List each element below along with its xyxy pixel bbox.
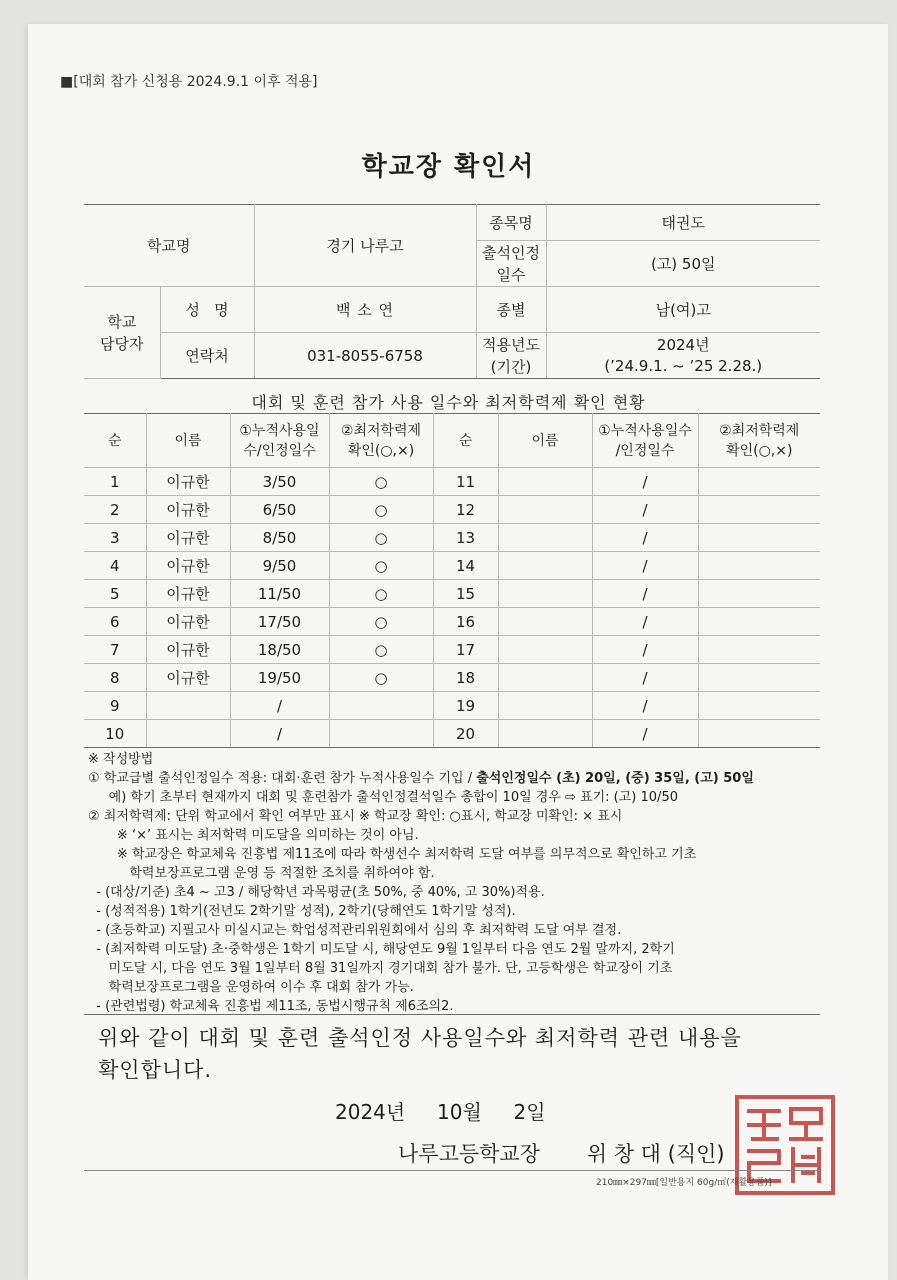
row-check: ○ (329, 552, 433, 580)
row-check: ○ (329, 496, 433, 524)
signer-school: 나루고등학교장 (398, 1142, 541, 1166)
gender-value: 남(여)고 (546, 287, 820, 333)
row-check: ○ (329, 664, 433, 692)
attendance-label: 출석인정 일수 (476, 241, 546, 287)
row-days: 3/50 (230, 468, 329, 496)
row-days: / (230, 720, 329, 748)
instruction-line: ※ ‘×’ 표시는 최저학력 미도달을 의미하는 것이 아님. (88, 828, 419, 843)
row-no: 6 (84, 608, 146, 636)
row-days-right: / (592, 664, 698, 692)
info-table (84, 204, 820, 379)
row-no: 8 (84, 664, 146, 692)
paper-spec: 210㎜×297㎜[일반용지 60g/㎡(재활용품)] (596, 1178, 772, 1188)
row-no-right: 15 (433, 580, 498, 608)
table-row (84, 608, 820, 636)
row-no: 2 (84, 496, 146, 524)
event-label: 종목명 (476, 205, 546, 241)
instructions-heading: ※ 작성방법 (88, 752, 154, 767)
instruction-line: - (관련법령) 학교체육 진흥법 제11조, 동법시행규칙 제6조의2. (88, 999, 454, 1014)
instruction-line: - (최저학력 미도달) 초·중학생은 1학기 미도달 시, 해당연도 9월 1일부터 다음 연도 2월 말까지, 2학기 (88, 942, 675, 957)
row-days: 9/50 (230, 552, 329, 580)
signer-name: 위 창 대 (직인) (586, 1142, 725, 1166)
row-check-right (698, 664, 820, 692)
row-no-right: 16 (433, 608, 498, 636)
table-header-row (84, 414, 820, 468)
form-tag: ■[대회 참가 신청용 2024.9.1 이후 적용] (60, 74, 318, 90)
row-days: / (230, 692, 329, 720)
instruction-line: ② 최저학력제: 단위 학교에서 확인 여부만 표시 ※ 학교장 확인: ○표시, 학교장 미확인: × 표시 (88, 809, 623, 824)
row-check-right (698, 524, 820, 552)
header-name-right: 이름 (498, 414, 592, 468)
row-name-right (498, 552, 592, 580)
row-name-right (498, 496, 592, 524)
name-label: 성 명 (160, 287, 254, 333)
name-value: 백 소 연 (254, 287, 476, 333)
row-days-right: / (592, 580, 698, 608)
row-check-right (698, 720, 820, 748)
header-check: ②최저학력제 확인(○,×) (329, 414, 433, 468)
header-name: 이름 (146, 414, 230, 468)
row-name (146, 692, 230, 720)
instruction-line: 학력보장프로그램을 운영하여 이수 후 대회 참가 가능. (88, 980, 414, 995)
row-name: 이규한 (146, 608, 230, 636)
instruction-line: ※ 학교장은 학교체육 진흥법 제11조에 따라 학생선수 최저학력 도달 여부를 의무적으로 확인하고 기초 (88, 847, 697, 862)
row-days-right: / (592, 720, 698, 748)
instruction-text: ① 학교급별 출석인정일수 적용: 대회·훈련 참가 누적사용일수 기입 / (88, 771, 477, 786)
contact-group-label: 학교 담당자 (84, 287, 160, 379)
instruction-emphasis: 출석인정일수 (초) 20일, (중) 35일, (고) 50일 (476, 771, 754, 786)
row-name: 이규한 (146, 468, 230, 496)
row-days: 17/50 (230, 608, 329, 636)
event-value: 태권도 (546, 205, 820, 241)
page-title: 학교장 확인서 (361, 152, 536, 182)
table-title: 대회 및 훈련 참가 사용 일수와 최저학력제 확인 현황 (251, 393, 646, 412)
row-check: ○ (329, 468, 433, 496)
instruction-line (88, 769, 828, 788)
row-days: 19/50 (230, 664, 329, 692)
table-row (84, 664, 820, 692)
row-no: 1 (84, 468, 146, 496)
header-no: 순 (84, 414, 146, 468)
row-name: 이규한 (146, 496, 230, 524)
row-no-right: 18 (433, 664, 498, 692)
row-no: 9 (84, 692, 146, 720)
row-check-right (698, 468, 820, 496)
row-no: 3 (84, 524, 146, 552)
instruction-line: 미도달 시, 다음 연도 3월 1일부터 8월 31일까지 경기대회 참가 불가. 단, 고등학생은 학교장이 기초 (88, 961, 673, 976)
signature-line (398, 1138, 725, 1168)
school-label: 학교명 (84, 205, 254, 287)
row-no: 4 (84, 552, 146, 580)
row-check: ○ (329, 636, 433, 664)
row-days-right: / (592, 524, 698, 552)
issue-date: 2024년 10월 2일 (335, 1100, 546, 1124)
row-no-right: 11 (433, 468, 498, 496)
phone-label: 연락처 (160, 333, 254, 379)
row-check-right (698, 692, 820, 720)
instruction-line: 학력보장프로그램 운영 등 적절한 조치를 취하여야 함. (88, 866, 435, 881)
row-name: 이규한 (146, 636, 230, 664)
header-days-right: ①누적사용일수 /인정일수 (592, 414, 698, 468)
row-no: 5 (84, 580, 146, 608)
year-period: (’24.9.1. ~ ’25 2.28.) (604, 356, 763, 375)
table-row (84, 496, 820, 524)
confirmation-line: 위와 같이 대회 및 훈련 출석인정 사용일수와 최저학력 관련 내용을 (98, 1026, 742, 1050)
school-value: 경기 나루고 (254, 205, 476, 287)
table-row (84, 720, 820, 748)
instruction-line: - (초등학교) 지필고사 미실시교는 학업성적관리위원회에서 심의 후 최저학력 도달 여부 결정. (88, 923, 622, 938)
row-check: ○ (329, 608, 433, 636)
row-name-right (498, 468, 592, 496)
row-days: 6/50 (230, 496, 329, 524)
table-row (84, 524, 820, 552)
table-row (84, 636, 820, 664)
header-days: ①누적사용일 수/인정일수 (230, 414, 329, 468)
instructions (88, 750, 828, 1016)
row-days: 11/50 (230, 580, 329, 608)
row-no: 7 (84, 636, 146, 664)
table-row (84, 552, 820, 580)
table-row (84, 692, 820, 720)
row-days-right: / (592, 552, 698, 580)
row-check-right (698, 552, 820, 580)
row-name-right (498, 608, 592, 636)
row-days-right: / (592, 496, 698, 524)
row-check: ○ (329, 524, 433, 552)
instruction-line: 예) 학기 초부터 현재까지 대회 및 훈련참가 출석인정결석일수 총합이 10일 경우 ⇨ 표기: (고) 10/50 (88, 790, 678, 805)
row-check (329, 692, 433, 720)
row-name: 이규한 (146, 552, 230, 580)
attendance-value: (고) 50일 (546, 241, 820, 287)
row-check-right (698, 636, 820, 664)
row-days-right: / (592, 636, 698, 664)
row-days: 8/50 (230, 524, 329, 552)
row-no-right: 19 (433, 692, 498, 720)
row-no: 10 (84, 720, 146, 748)
table-row (84, 468, 820, 496)
row-days-right: / (592, 608, 698, 636)
row-no-right: 17 (433, 636, 498, 664)
row-no-right: 14 (433, 552, 498, 580)
row-name: 이규한 (146, 524, 230, 552)
header-no-right: 순 (433, 414, 498, 468)
instruction-line: - (대상/기준) 초4 ~ 고3 / 해당학년 과목평균(초 50%, 중 40%, 고 30%)적용. (88, 885, 545, 900)
row-name-right (498, 580, 592, 608)
phone-value: 031-8055-6758 (254, 333, 476, 379)
row-name-right (498, 720, 592, 748)
row-name: 이규한 (146, 580, 230, 608)
row-name-right (498, 692, 592, 720)
divider (84, 1014, 820, 1015)
row-check-right (698, 496, 820, 524)
row-name-right (498, 636, 592, 664)
row-name (146, 720, 230, 748)
row-days: 18/50 (230, 636, 329, 664)
row-no-right: 13 (433, 524, 498, 552)
row-name: 이규한 (146, 664, 230, 692)
row-no-right: 12 (433, 496, 498, 524)
gender-label: 종별 (476, 287, 546, 333)
row-check (329, 720, 433, 748)
row-check-right (698, 580, 820, 608)
confirmation-text (98, 1022, 742, 1086)
year-label: 적용년도 (기간) (476, 333, 546, 379)
footer-rule (84, 1170, 820, 1171)
row-days-right: / (592, 468, 698, 496)
confirmation-line: 확인합니다. (98, 1058, 213, 1082)
row-name-right (498, 664, 592, 692)
table-row (84, 580, 820, 608)
row-no-right: 20 (433, 720, 498, 748)
row-check: ○ (329, 580, 433, 608)
header-check-right: ②최저학력제 확인(○,×) (698, 414, 820, 468)
year-value: 2024년 (656, 335, 710, 354)
row-check-right (698, 608, 820, 636)
row-name-right (498, 524, 592, 552)
attendance-table (84, 413, 820, 748)
instruction-line: - (성적적용) 1학기(전년도 2학기말 성적), 2학기(당해연도 1학기말 성적). (88, 904, 516, 919)
year-cell (546, 333, 820, 379)
row-days-right: / (592, 692, 698, 720)
